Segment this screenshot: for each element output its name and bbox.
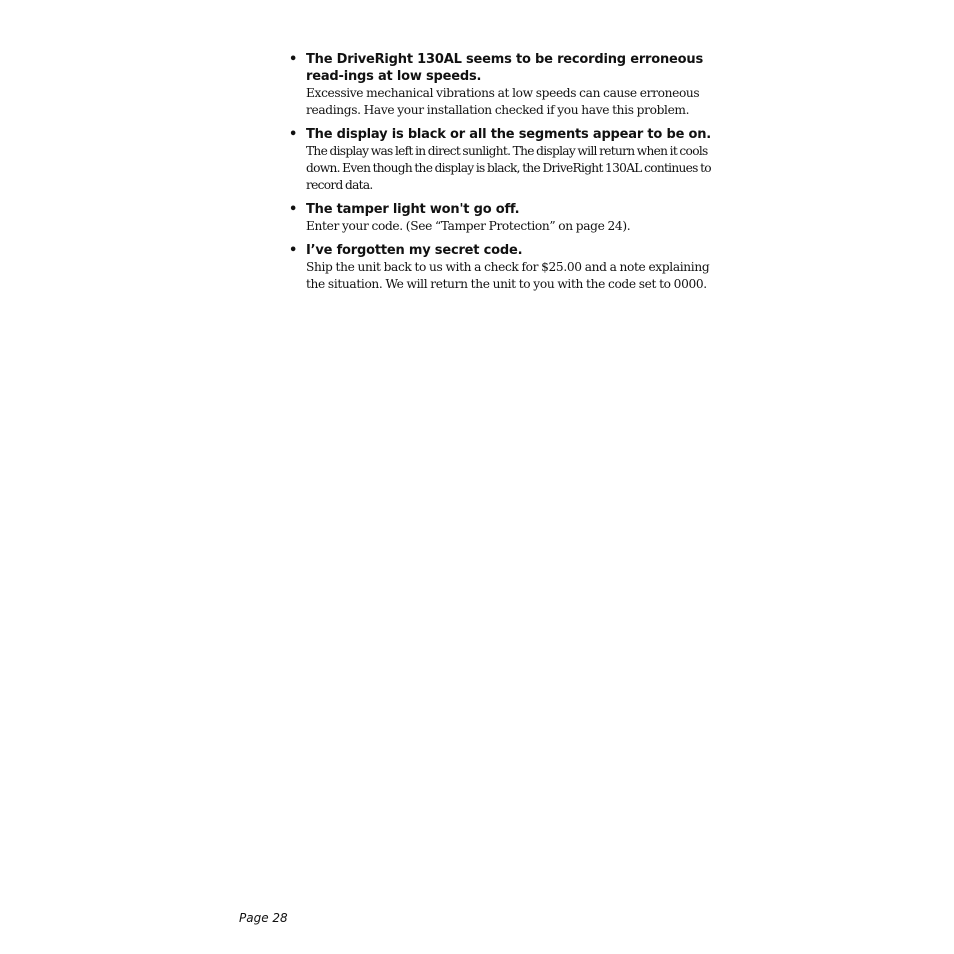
item-answer: The display was left in direct sunlight. The display will return when it cools down. Even though the display is black, the DriveRight 130AL continues to record data. [306, 144, 711, 192]
list-item [289, 201, 729, 235]
bullet-icon: • [289, 127, 298, 142]
item-question: The display is black or all the segments appear to be on. [306, 127, 712, 142]
item-answer: Excessive mechanical vibrations at low speeds can cause erroneous readings. Have your installation checked if you have this problem. [306, 86, 700, 117]
item-question: I’ve forgotten my secret code. [306, 243, 523, 258]
bullet-icon: • [289, 52, 298, 67]
list-item [289, 242, 729, 293]
list-item [289, 126, 729, 194]
list-item [289, 51, 729, 119]
page-number: Page 28 [239, 911, 288, 925]
bullet-icon: • [289, 243, 298, 258]
troubleshooting-list [289, 51, 729, 300]
item-question: The tamper light won't go off. [306, 202, 520, 217]
item-answer: Enter your code. (See “Tamper Protection” on page 24). [306, 219, 631, 233]
item-question: The DriveRight 130AL seems to be recording erroneous read-ings at low speeds. [306, 52, 703, 84]
bullet-icon: • [289, 202, 298, 217]
item-answer: Ship the unit back to us with a check for $25.00 and a note explaining the situation. We will return the unit to you with the code set to 0000. [306, 260, 710, 291]
